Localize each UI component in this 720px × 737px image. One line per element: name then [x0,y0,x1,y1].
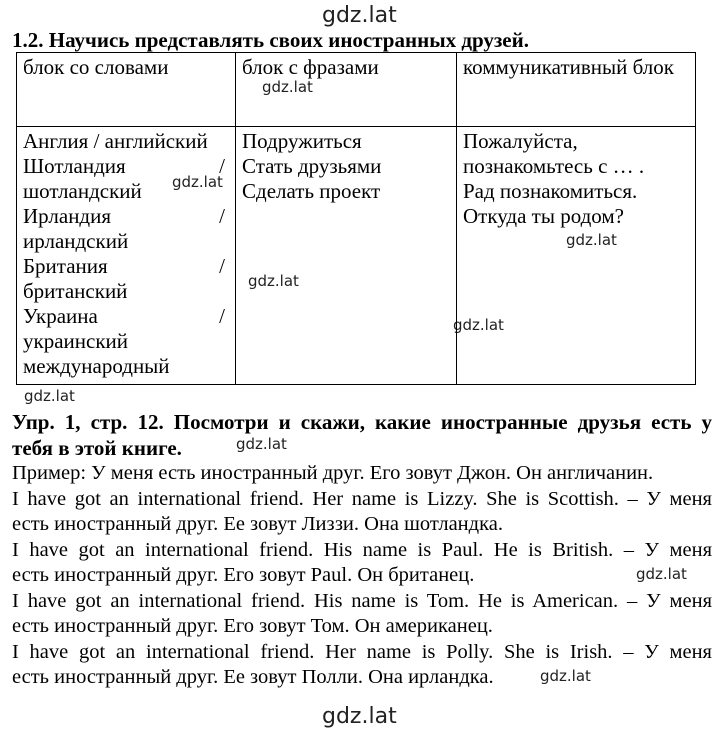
section-heading: 1.2. Научись представлять своих иностранных друзей. [12,28,529,52]
word-line: шотландский [23,179,142,203]
watermark-top: gdz.lat [322,3,397,28]
answer-line: есть иностранный друг. Ее зовут Полли. Она ирландка. [12,666,494,688]
words-cell [17,127,236,385]
communicative-cell [457,127,696,385]
table-body-row [17,127,696,385]
word-line: Украина / [23,304,225,328]
table-header-row [17,53,696,127]
exercise-title-line: Упр. 1, стр. 12. Посмотри и скажи, какие иностранные друзья есть у [12,410,712,434]
answer-line: есть иностранный друг. Его зовут Paul. Он британец. [12,564,475,586]
watermark: gdz.lat [172,173,223,191]
word-line: Ирландия / [23,204,225,228]
word-line: международный [23,354,170,378]
communicative-line: Откуда ты родом? [463,204,625,228]
answer-line: есть иностранный друг. Его зовут Том. Он американец. [12,615,493,637]
communicative-line: Пожалуйста, [463,129,578,153]
word-line: украинский [23,329,128,353]
phrase-line: Сделать проект [242,179,381,203]
communicative-line: Рад познакомиться. [463,179,638,203]
word-line: британский [23,279,128,303]
answer-line: I have got an international friend. Her name is Polly. She is Irish. – У меня [12,640,712,663]
header-phrases-block: блок с фразами [236,53,457,127]
watermark: gdz.lat [540,667,591,685]
communicative-line: познакомьтесь с … . [463,154,645,178]
watermark: gdz.lat [566,231,617,249]
phrases-cell [236,127,457,385]
watermark: gdz.lat [248,272,299,290]
answer-line: I have got an international friend. Her name is Lizzy. She is Scottish. – У меня [12,487,712,510]
header-communicative-block: коммуникативный блок [457,53,696,127]
watermark: gdz.lat [236,435,287,453]
phrase-line: Подружиться [242,129,362,153]
exercise-title-line: тебя в этой книге. [12,435,182,460]
answer-line: I have got an international friend. His name is Tom. He is American. – У меня [12,589,712,612]
word-line: Англия / английский [23,129,208,153]
vocabulary-table [16,52,696,385]
answer-line: есть иностранный друг. Ее зовут Лиззи. Она шотландка. [12,513,503,535]
watermark: gdz.lat [262,78,313,96]
example-line: Пример: У меня есть иностранный друг. Его зовут Джон. Он англичанин. [12,462,654,484]
header-words-block: блок со словами [17,53,236,127]
watermark: gdz.lat [453,316,504,334]
answer-line: I have got an international friend. His name is Paul. He is British. – У меня [12,538,712,561]
exercise-block [12,410,712,691]
watermark-bottom: gdz.lat [322,704,397,729]
word-line: Шотландия / [23,154,225,178]
watermark: gdz.lat [636,565,687,583]
word-line: Британия / [23,254,225,278]
watermark: gdz.lat [24,387,75,405]
word-line: ирландский [23,229,129,253]
phrase-line: Стать друзьями [242,154,382,178]
